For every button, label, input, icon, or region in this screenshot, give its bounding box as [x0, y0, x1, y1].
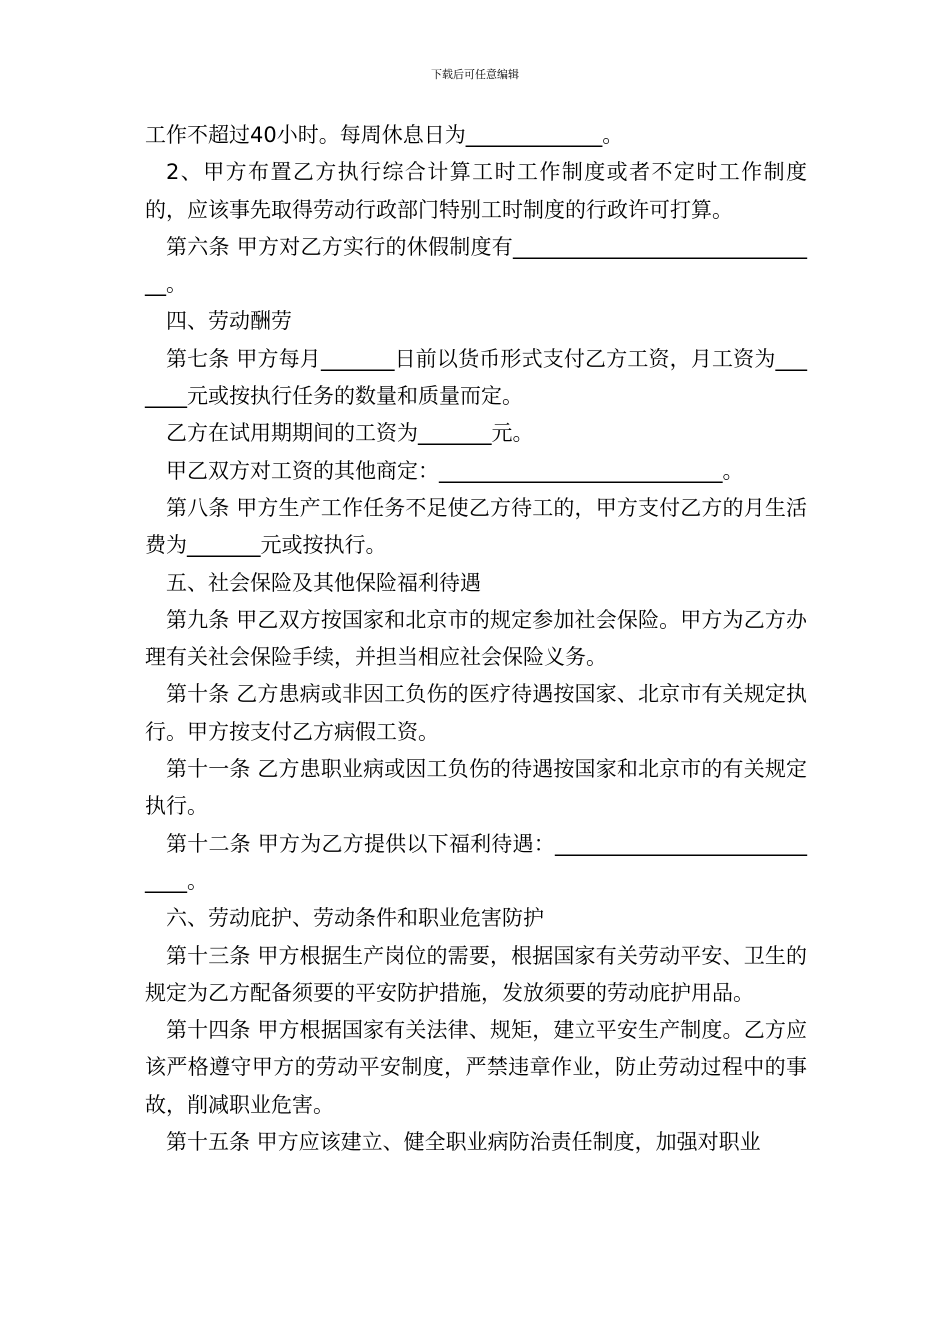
paragraph-13: 第十二条 甲方为乙方提供以下福利待遇：____________________________。	[145, 831, 807, 893]
paragraph-1: 工作不超过40小时。每周休息日为_____________。	[145, 123, 624, 147]
paragraph-7: 甲乙双方对工资的其他商定：___________________________。	[166, 458, 744, 483]
paragraph-12: 第十一条 乙方患职业病或因工负伤的待遇按国家和北京市的有关规定执行。	[145, 757, 807, 819]
section-heading-14: 六、劳动庇护、劳动条件和职业危害防护	[166, 906, 544, 931]
section-heading-9: 五、社会保险及其他保险福利待遇	[166, 570, 481, 595]
paragraph-3: 第六条 甲方对乙方实行的休假制度有______________________________。	[145, 234, 807, 297]
paragraph-5: 第七条 甲方每月_______日前以货币形式支付乙方工资，月工资为_______元或按执行任务的数量和质量而定。	[145, 346, 807, 409]
paragraph-16: 第十四条 甲方根据国家有关法律、规矩，建立平安生产制度。乙方应该严格遵守甲方的劳动平安制度，严禁违章作业，防止劳动过程中的事故，削减职业危害。	[145, 1018, 807, 1117]
paragraph-6: 乙方在试用期期间的工资为_______元。	[166, 421, 534, 446]
paragraph-15: 第十三条 甲方根据生产岗位的需要，根据国家有关劳动平安、卫生的规定为乙方配备须要的平安防护措施，发放须要的劳动庇护用品。	[145, 943, 807, 1005]
paragraph-17: 第十五条 甲方应该建立、健全职业病防治责任制度，加强对职业	[166, 1130, 761, 1155]
paragraph-2: 2、甲方布置乙方执行综合计算工时工作制度或者不定时工作制度的，应该事先取得劳动行政部门特别工时制度的行政许可打算。	[145, 160, 807, 222]
paragraph-10: 第九条 甲乙双方按国家和北京市的规定参加社会保险。甲方为乙方办理有关社会保险手续，并担当相应社会保险义务。	[145, 607, 807, 670]
paragraph-8: 第八条 甲方生产工作任务不足使乙方待工的，甲方支付乙方的月生活费为_______元或按执行。	[145, 495, 807, 558]
paragraph-11: 第十条 乙方患病或非因工负伤的医疗待遇按国家、北京市有关规定执行。甲方按支付乙方病假工资。	[145, 682, 807, 744]
page-header: 下载后可任意编辑	[431, 68, 519, 81]
document-body	[145, 117, 807, 1161]
section-heading-4: 四、劳动酬劳	[166, 309, 292, 334]
